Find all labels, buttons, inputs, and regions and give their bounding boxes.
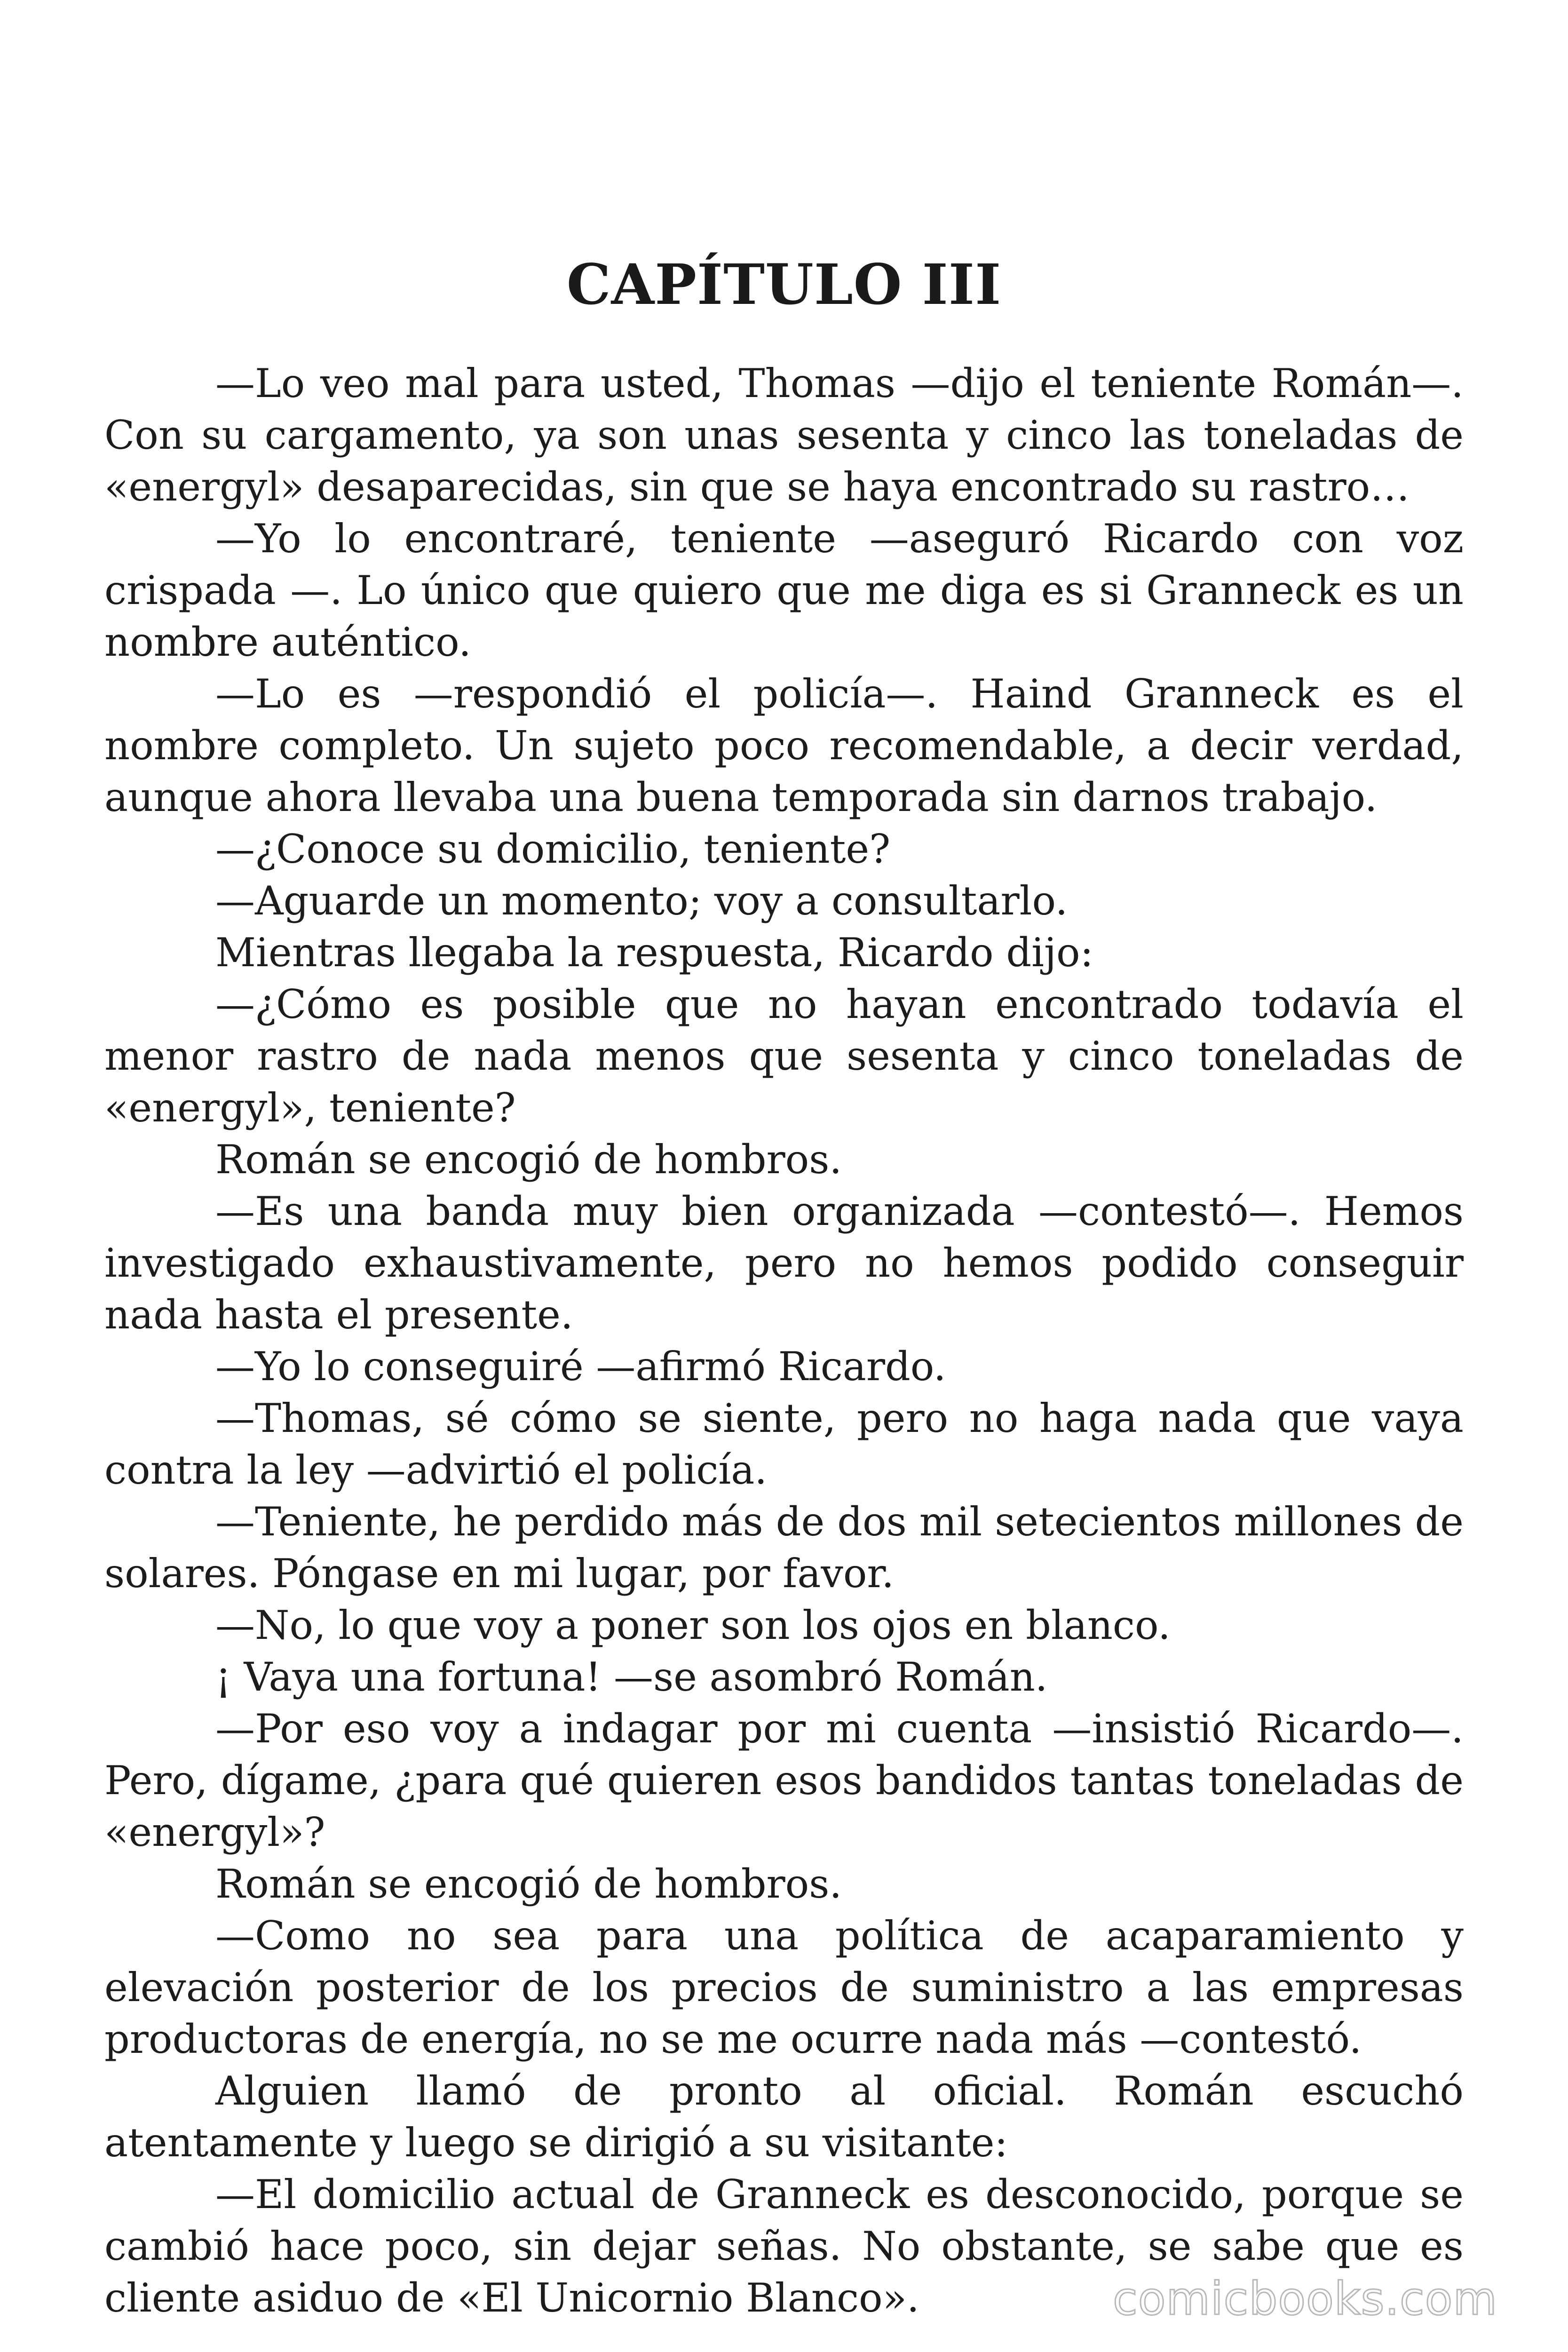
paragraph: —¿Cómo es posible que no hayan encontrado todavía el menor rastro de nada menos que sesenta y cinco toneladas de «energyl», teniente?: [104, 981, 1464, 1131]
paragraph: —Es una banda muy bien organizada —contestó—. Hemos investigado exhaustivamente, pero no hemos podido conseguir nada hasta el presente.: [104, 1188, 1464, 1338]
paragraph: Román se encogió de hombros.: [215, 1136, 842, 1183]
paragraph: —Lo veo mal para usted, Thomas —dijo el teniente Román—. Con su cargamento, ya son unas sesenta y cinco las toneladas de «energyl» desaparecidas, sin que se haya encontrado su rastro…: [104, 360, 1464, 510]
paragraph: ¡ Vaya una fortuna! —se asombró Román.: [215, 1654, 1048, 1700]
paragraph: —No, lo que voy a poner son los ojos en blanco.: [215, 1602, 1171, 1648]
paragraph: —Yo lo encontraré, teniente —aseguró Ricardo con voz crispada —. Lo único que quiero que me diga es si Granneck es un nombre auténtico.: [104, 516, 1464, 665]
paragraph: —El domicilio actual de Granneck es desconocido, porque se cambió hace poco, sin dejar señas. No obstante, se sabe que es cliente asiduo de «El Unicornio Blanco».: [104, 2171, 1464, 2321]
paragraph: —Por eso voy a indagar por mi cuenta —insistió Ricardo—. Pero, dígame, ¿para qué quieren esos bandidos tantas toneladas de «energyl»?: [104, 1706, 1464, 1855]
paragraph: Román se encogió de hombros.: [215, 1861, 842, 1907]
paragraph: —Teniente, he perdido más de dos mil setecientos millones de solares. Póngase en mi lugar, por favor.: [104, 1499, 1464, 1597]
paragraph: —Como no sea para una política de acaparamiento y elevación posterior de los precios de suministro a las empresas productoras de energía, no se me ocurre nada más —contestó.: [104, 1913, 1464, 2062]
chapter-title: CAPÍTULO III: [566, 252, 1002, 317]
paragraph: —Lo es —respondió el policía—. Haind Granneck es el nombre completo. Un sujeto poco recomendable, a decir verdad, aunque ahora llevaba una buena temporada sin darnos trabajo.: [104, 671, 1464, 820]
watermark: comicbooks.com: [1112, 2273, 1497, 2325]
chapter-body: [104, 358, 1464, 2324]
paragraph: Alguien llamó de pronto al oficial. Román escuchó atentamente y luego se dirigió a su visitante:: [104, 2068, 1464, 2166]
paragraph: —Yo lo conseguiré —afirmó Ricardo.: [215, 1343, 946, 1390]
paragraph: Mientras llegaba la respuesta, Ricardo dijo:: [215, 930, 1093, 976]
paragraph: —¿Conoce su domicilio, teniente?: [215, 826, 891, 872]
paragraph: —Thomas, sé cómo se siente, pero no haga nada que vaya contra la ley —advirtió el policía.: [104, 1395, 1464, 1493]
paragraph: —Aguarde un momento; voy a consultarlo.: [215, 878, 1068, 924]
